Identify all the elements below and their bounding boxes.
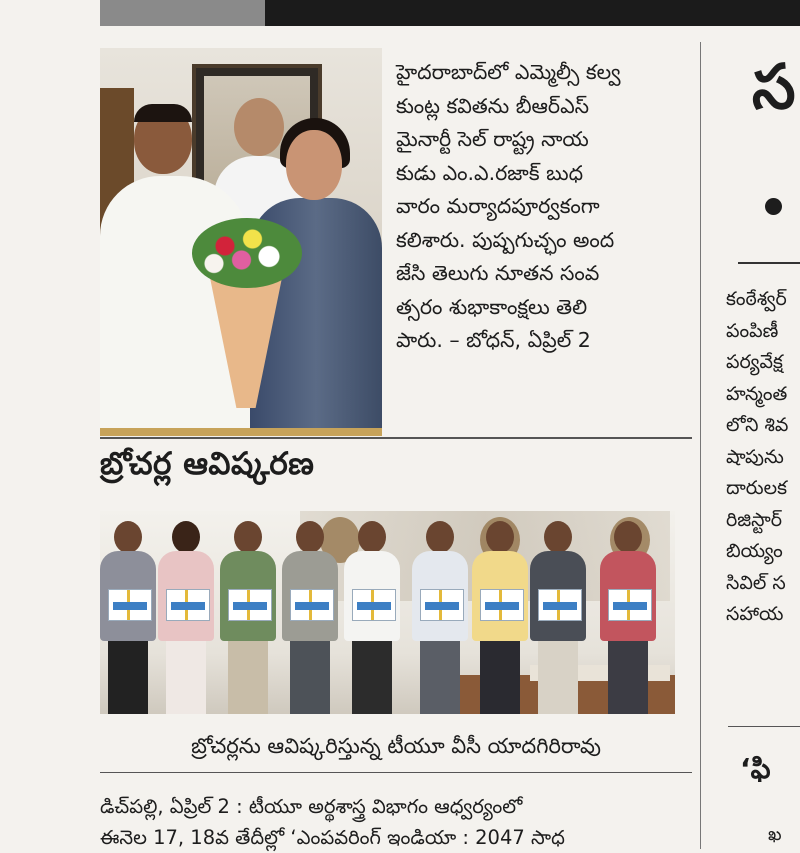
right-line: బియ్యం <box>726 540 783 562</box>
person <box>220 521 276 714</box>
right-line: హన్మంత <box>726 382 788 405</box>
brochure <box>608 589 652 621</box>
article1-line: హైదరాబాద్‌లో ఎమ్మెల్సీ కల్వ <box>396 60 621 84</box>
brochure <box>166 589 210 621</box>
person <box>530 521 586 714</box>
article1-line: కుడు ఎం.ఎ.రజాక్ బుధ <box>396 160 584 185</box>
column-divider <box>700 42 701 849</box>
brochure <box>352 589 396 621</box>
person <box>600 521 656 714</box>
divider <box>728 726 800 727</box>
divider <box>100 772 692 773</box>
brochure <box>108 589 152 621</box>
article1-line: జేసి తెలుగు నూతన సంవ <box>396 261 600 285</box>
right-line: పర్యవేక్ష <box>726 351 783 373</box>
article1-body <box>396 56 688 358</box>
masthead-bar-black <box>265 0 800 26</box>
article2-line: డిచ్‌పల్లి, ఏప్రిల్ 2 : టీయూ అర్థశాస్త్ర విభాగం ఆధ్వర్యంలో <box>100 795 523 818</box>
person <box>282 521 338 714</box>
divider <box>100 437 692 439</box>
right-headline-letter: స <box>752 50 796 123</box>
person <box>472 521 528 714</box>
right-line: సహాయ <box>726 603 784 625</box>
right-column-text <box>726 284 800 631</box>
brochure <box>420 589 464 621</box>
photo-caption: బ్రోచర్లను ఆవిష్కరిస్తున్న టీయూ వీసీ యాదగిరిరావు <box>191 734 601 758</box>
news-photo-brochure-release <box>100 511 675 714</box>
article1-line: త్సరం శుభాకాంక్షలు తెలి <box>396 294 588 319</box>
brochure <box>480 589 524 621</box>
right-line: రిజిస్టార్ <box>726 508 783 531</box>
right-line: షాపును <box>726 445 784 468</box>
headline-bullet <box>765 198 782 215</box>
masthead-bar-grey <box>100 0 265 26</box>
article2-line: ఈనెల 17, 18వ తేదీల్లో ‘ఎంపవరింగ్ ఇండియా : 2047 సాధ <box>100 826 565 849</box>
right-last-line: ఖ <box>768 824 782 845</box>
person <box>158 521 214 714</box>
article2-headline: బ్రోచర్ల ఆవిష్కరణ <box>100 446 315 482</box>
brochure <box>290 589 334 621</box>
news-photo-meeting <box>100 48 382 436</box>
brochure <box>538 589 582 621</box>
person <box>344 521 400 714</box>
person <box>412 521 468 714</box>
article1-line: కలిశారు. పుష్పగుచ్ఛం అంద <box>396 227 615 252</box>
article1-line: మైనార్టీ సెల్ రాష్ట్ర నాయ <box>396 127 589 151</box>
bouquet <box>188 218 306 408</box>
article1-line: కుంట్ల కవితను బీఆర్ఎస్ <box>396 93 590 118</box>
person <box>100 521 156 714</box>
article1-line: వారం మర్యాదపూర్వకంగా <box>396 194 600 218</box>
right-subheading: ‘ఫి <box>740 752 771 785</box>
article1-line: పారు. – బోధన్, ఏప్రిల్ 2 <box>396 328 591 352</box>
right-line: కంఠేశ్వర్ <box>726 288 787 310</box>
article2-body <box>100 791 700 853</box>
brochure <box>228 589 272 621</box>
right-line: దారులక <box>726 477 787 499</box>
right-line: సివిల్ స <box>726 571 786 594</box>
right-line: లోని శివ <box>726 414 789 436</box>
divider <box>738 262 800 264</box>
right-line: పంపిణీ <box>726 319 779 342</box>
